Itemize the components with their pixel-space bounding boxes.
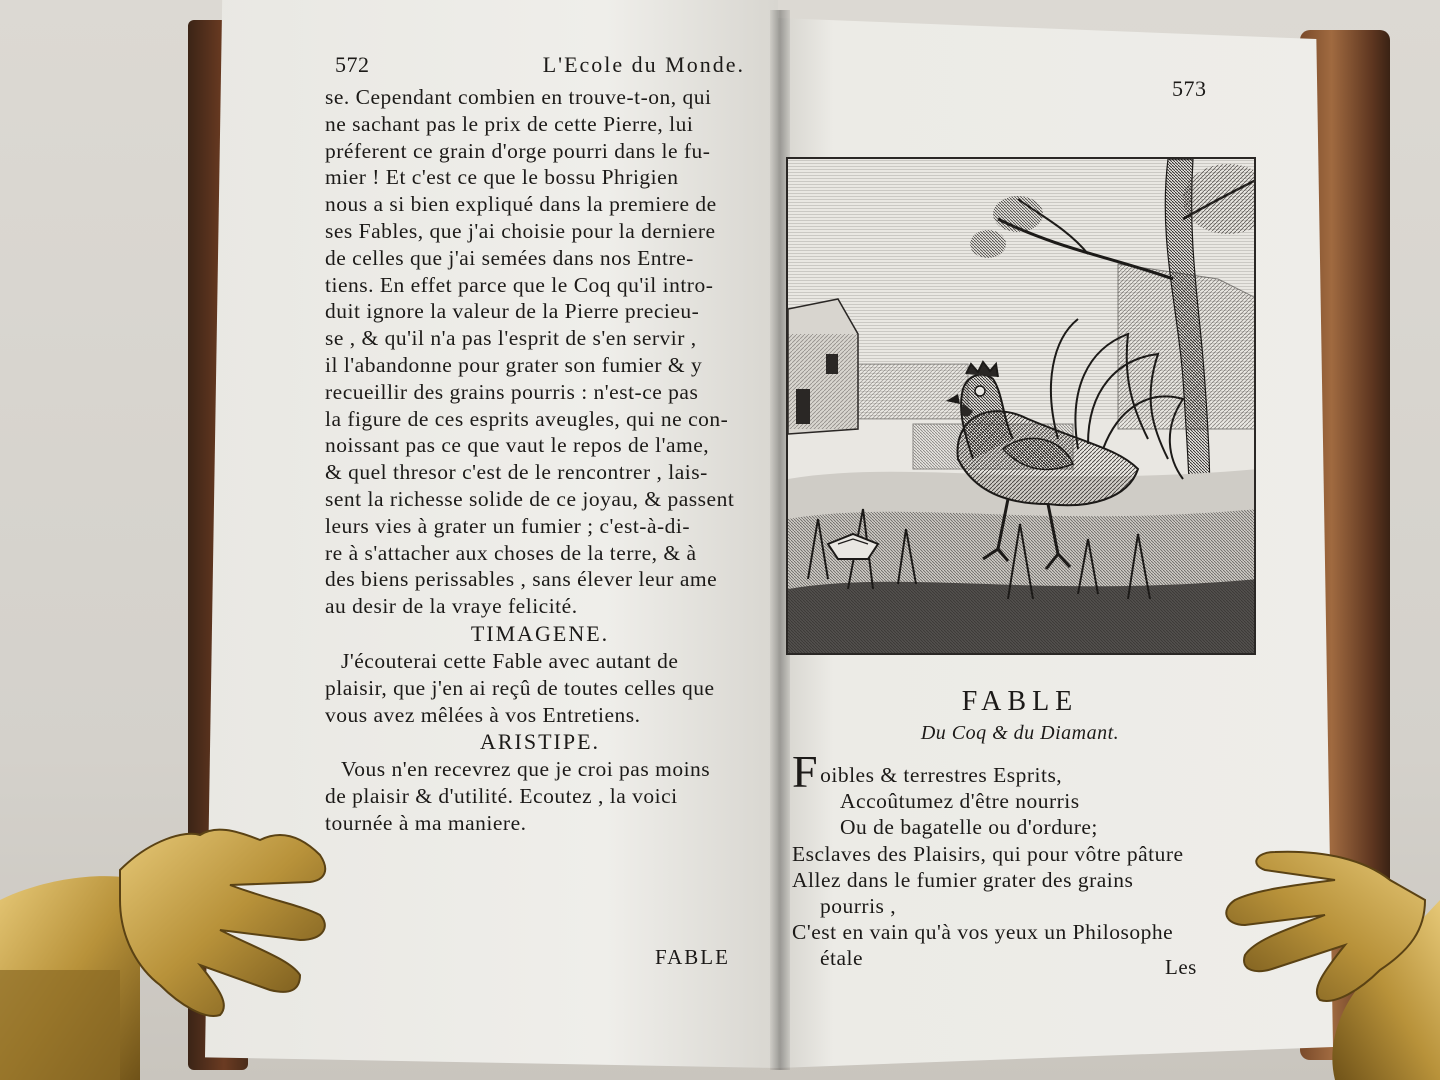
text-line: sent la richesse solide de ce joyau, & passent bbox=[325, 486, 735, 511]
fable-title: FABLE bbox=[961, 686, 1079, 717]
right-brass-hand-icon bbox=[1215, 840, 1440, 1080]
text-line: tiens. En effet parce que le Coq qu'il intro- bbox=[325, 272, 714, 297]
fable-verse bbox=[792, 746, 1212, 972]
fable-subtitle: Du Coq & du Diamant. bbox=[920, 722, 1120, 744]
left-page-number: 572 bbox=[335, 52, 370, 77]
text-line: re à s'attacher aux choses de la terre, & à bbox=[325, 540, 697, 565]
text-line: leurs vies à grater un fumier ; c'est-à-di- bbox=[325, 513, 691, 538]
running-head: L'Ecole du Monde. bbox=[542, 52, 745, 77]
text-line: mier ! Et c'est ce que le bossu Phrigien bbox=[325, 165, 679, 190]
text-line: duit ignore la valeur de la Pierre precieu- bbox=[325, 299, 700, 324]
drop-cap: F bbox=[792, 746, 819, 797]
text-line: nous a si bien expliqué dans la premiere de bbox=[325, 192, 717, 217]
text-line: de celles que j'ai semées dans nos Entre- bbox=[325, 245, 694, 270]
verse-line: Ou de bagatelle ou d'ordure; bbox=[840, 815, 1098, 840]
text-line: plaisir, que j'en ai reçû de toutes celles que bbox=[325, 675, 715, 700]
text-line: vous avez mêlées à vos Entretiens. bbox=[325, 702, 641, 727]
text-line: Vous n'en recevrez que je croi pas moins bbox=[341, 757, 711, 782]
left-page-header bbox=[335, 52, 745, 78]
text-line: tournée à ma maniere. bbox=[325, 810, 527, 835]
text-line: se , & qu'il n'a pas l'esprit de s'en servir , bbox=[325, 326, 697, 351]
verse-line: Accoûtumez d'être nourris bbox=[840, 789, 1080, 814]
verse-line: Esclaves des Plaisirs, qui pour vôtre pâture bbox=[792, 841, 1184, 866]
text-line: ses Fables, que j'ai choisie pour la derniere bbox=[325, 218, 716, 243]
verse-line: étale bbox=[820, 946, 864, 971]
left-brass-hand-icon bbox=[0, 790, 340, 1080]
text-line: préferent ce grain d'orge pourri dans le fu- bbox=[325, 138, 711, 163]
text-line: au desir de la vraye felicité. bbox=[325, 594, 578, 619]
text-line: noissant pas ce que vaut le repos de l'ame, bbox=[325, 433, 710, 458]
left-page-body bbox=[325, 84, 755, 837]
speaker-name: ARISTIPE. bbox=[479, 729, 601, 755]
text-line: J'écouterai cette Fable avec autant de bbox=[341, 648, 679, 673]
text-line: recueillir des grains pourris : n'est-ce pas bbox=[325, 379, 699, 404]
text-line: des biens perissables , sans élever leur ame bbox=[325, 567, 718, 592]
verse-line: pourris , bbox=[820, 894, 897, 919]
left-catchword: FABLE bbox=[655, 945, 730, 969]
verse-line: C'est en vain qu'à vos yeux un Philosophe bbox=[792, 920, 1174, 945]
text-line: de plaisir & d'utilité. Ecoutez , la voici bbox=[325, 784, 678, 809]
right-page-number: 573 bbox=[1172, 76, 1207, 101]
right-catchword: Les bbox=[1165, 955, 1197, 979]
rooster-engraving-illustration bbox=[786, 157, 1256, 655]
text-line: se. Cependant combien en trouve-t-on, qui bbox=[325, 85, 712, 109]
speaker-name: TIMAGENE. bbox=[470, 620, 610, 646]
text-line: la figure de ces esprits aveugles, qui ne con- bbox=[325, 406, 729, 431]
verse-line: Allez dans le fumier grater des grains bbox=[792, 867, 1134, 892]
verse-line: oibles & terrestres Esprits, bbox=[820, 763, 1063, 787]
text-line: ne sachant pas le prix de cette Pierre, lui bbox=[325, 111, 694, 136]
text-line: il l'abandonne pour grater son fumier & y bbox=[325, 352, 703, 377]
engraving-svg bbox=[788, 159, 1256, 655]
text-line: & quel thresor c'est de le rencontrer , lais- bbox=[325, 460, 708, 485]
